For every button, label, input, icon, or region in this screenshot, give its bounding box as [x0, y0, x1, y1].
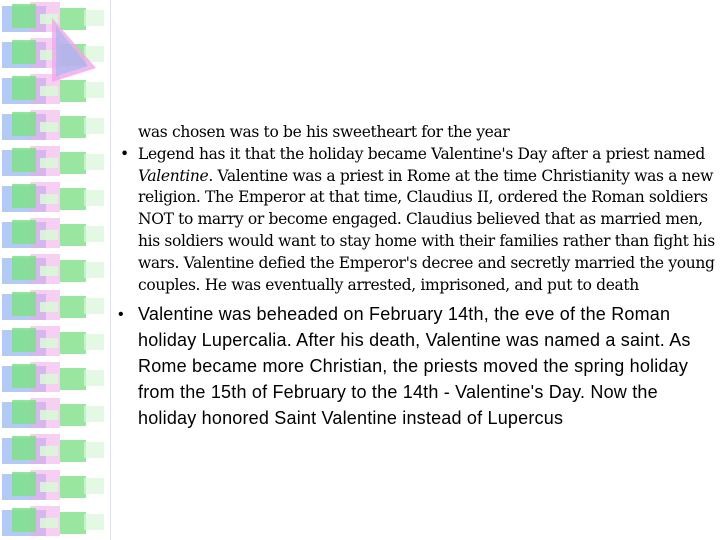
tile-light — [40, 446, 58, 456]
bullet-marker: • — [118, 306, 124, 324]
tile-light — [84, 478, 104, 494]
tile-light — [40, 518, 58, 528]
tile-green — [12, 400, 36, 424]
tile-green — [12, 292, 36, 316]
tile-light — [40, 194, 58, 204]
tile-green — [12, 148, 36, 172]
tile-light — [84, 190, 104, 206]
tile-light — [40, 266, 58, 276]
tile-green — [60, 332, 86, 354]
tile-pattern — [0, 0, 110, 540]
tile-light — [40, 122, 58, 132]
tile-light — [84, 514, 104, 530]
tile-green — [60, 116, 86, 138]
tile-green — [60, 260, 86, 282]
tile-green — [12, 508, 36, 532]
legend-italic-name: Valentine — [138, 166, 209, 185]
tile-light — [84, 442, 104, 458]
tile-green — [60, 476, 86, 498]
tile-green — [60, 80, 86, 102]
tile-green — [60, 440, 86, 462]
tile-green — [60, 152, 86, 174]
tile-green — [60, 404, 86, 426]
tile-green — [60, 224, 86, 246]
tile-green — [60, 296, 86, 318]
sans-text-block — [116, 302, 716, 431]
tile-green — [12, 184, 36, 208]
tile-light — [84, 262, 104, 278]
continued-line: was chosen was to be his sweetheart for the year — [138, 123, 510, 141]
tile-light — [84, 118, 104, 134]
tile-light — [40, 158, 58, 168]
bullet-item-legend — [116, 144, 716, 297]
tile-light — [40, 338, 58, 348]
tile-green — [60, 8, 86, 30]
tile-green — [12, 220, 36, 244]
tile-light — [40, 374, 58, 384]
tile-green — [12, 112, 36, 136]
tile-light — [84, 82, 104, 98]
tile-green — [12, 4, 36, 28]
tile-light — [84, 406, 104, 422]
tile-green — [12, 40, 36, 64]
tile-light — [84, 154, 104, 170]
tile-light — [40, 86, 58, 96]
tile-light — [84, 10, 104, 26]
tile-green — [12, 76, 36, 100]
tile-light — [84, 370, 104, 386]
tile-light — [40, 230, 58, 240]
tile-green — [12, 364, 36, 388]
tile-green — [60, 188, 86, 210]
tile-light — [84, 334, 104, 350]
tile-light — [40, 410, 58, 420]
tile-green — [12, 256, 36, 280]
tile-green — [12, 472, 36, 496]
slide-body — [116, 122, 716, 431]
tile-green — [60, 512, 86, 534]
tile-green — [60, 368, 86, 390]
sidebar-divider — [110, 0, 111, 540]
tile-green — [12, 436, 36, 460]
bullet-item-beheaded — [116, 302, 716, 431]
decorative-tile-sidebar — [0, 0, 110, 540]
tile-light — [40, 482, 58, 492]
legend-text-rest: . Valentine was a priest in Rome at the time Christianity was a new religion. The Emperor at that time, Claudius II, ordered the Roman soldiers NOT to marry or become engaged. Claudius believed that as married men, his soldiers would want to stay home with their families rather than fight his wars. Valentine defied the Emperor's decree and secretly married the young couples. He was eventually arrested, imprisoned, and put to death — [138, 166, 715, 294]
tile-light — [84, 298, 104, 314]
beheaded-text: Valentine was beheaded on February 14th, the eve of the Roman holiday Lupercalia. After his death, Valentine was named a saint. As Rome became more Christian, the priests moved the spring holiday from the 15th of February to the 14th - Valentine's Day. Now the holiday honored Saint Valentine instead of Lupercus — [138, 304, 691, 428]
tile-light — [84, 226, 104, 242]
serif-text-block — [116, 122, 716, 296]
legend-text-start: Legend has it that the holiday became Valentine's Day after a priest named — [138, 144, 705, 163]
tile-green — [12, 328, 36, 352]
bullet-marker: • — [120, 144, 129, 163]
tile-light — [40, 302, 58, 312]
